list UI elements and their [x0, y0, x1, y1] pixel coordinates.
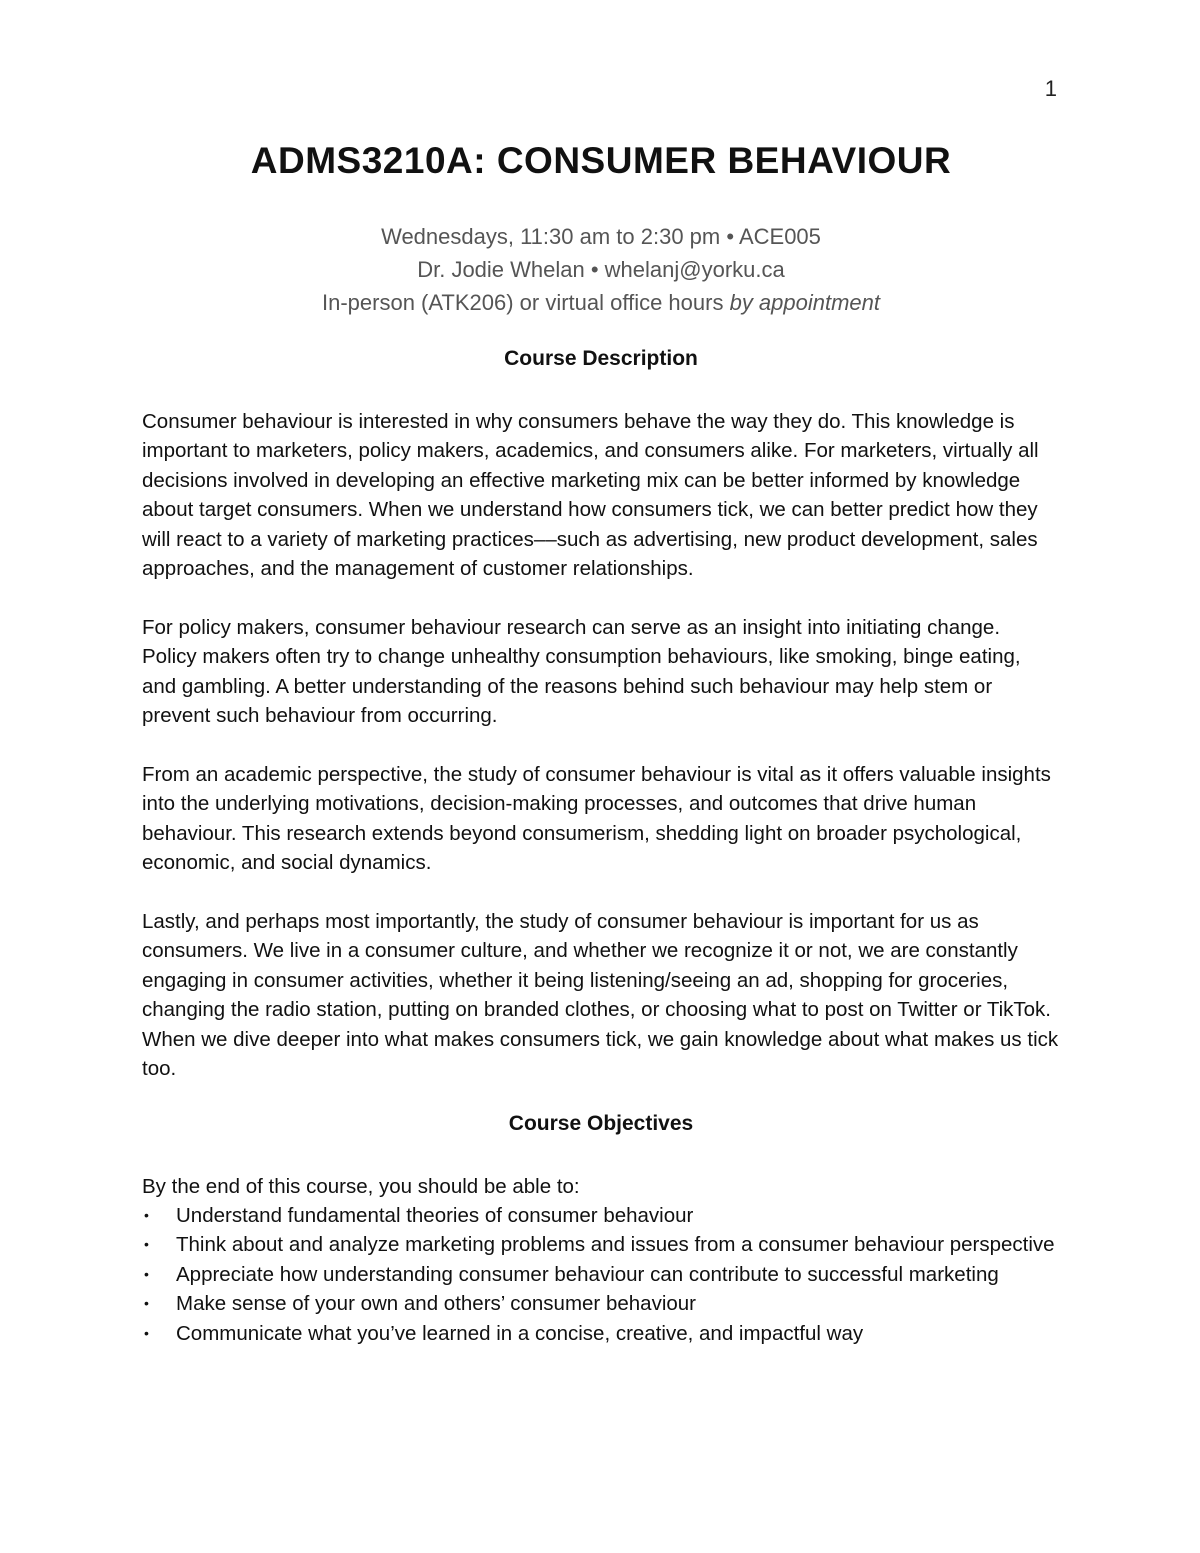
objectives-intro: By the end of this course, you should be able to: — [142, 1175, 580, 1198]
instructor-line: Dr. Jodie Whelan • whelanj@yorku.ca — [417, 257, 785, 282]
description-paragraph-1: Consumer behaviour is interested in why consumers behave the way they do. This knowledge is important to marketers, policy makers, academics, and consumers alike. For marketers, virtually all decisions involved in developing an effective marketing mix can be better informed by knowledge about target consumers. When we understand how consumers tick, we can better predict how they will react to a variety of marketing practices––such as advertising, new product development, sales approaches, and the management of customer relationships. — [142, 410, 1039, 581]
description-paragraph-3: From an academic perspective, the study of consumer behaviour is vital as it offers valuable insights into the underlying motivations, decision-making processes, and outcomes that drive human behaviour. This research extends beyond consumerism, shedding light on broader psychological, economic, and social dynamics. — [142, 763, 1051, 875]
description-paragraph-2: For policy makers, consumer behaviour research can serve as an insight into initiating change. Policy makers often try to change unhealthy consumption behaviours, like smoking, binge eating, and gambling. A better understanding of the reasons behind such behaviour may help stem or prevent such behaviour from occurring. — [142, 616, 1021, 728]
objective-text: Communicate what you’ve learned in a concise, creative, and impactful way — [176, 1321, 864, 1345]
course-objectives-heading: Course Objectives — [508, 1112, 694, 1135]
bullet-icon: • — [144, 1236, 149, 1253]
course-title: ADMS3210A: CONSUMER BEHAVIOUR — [250, 140, 952, 181]
bullet-icon: • — [144, 1207, 149, 1223]
office-hours-text: In-person (ATK206) or virtual office hours — [321, 290, 730, 315]
course-meta — [142, 220, 1060, 319]
objectives-list — [142, 1201, 1060, 1348]
bullet-icon: • — [144, 1295, 149, 1312]
bullet-icon: • — [144, 1324, 149, 1341]
list-item — [142, 1201, 1060, 1230]
bullet-icon: • — [144, 1265, 149, 1282]
page-number: 1 — [1044, 76, 1057, 101]
objective-text: Understand fundamental theories of consumer behaviour — [176, 1204, 694, 1227]
schedule-line: Wednesdays, 11:30 am to 2:30 pm • ACE005 — [381, 224, 821, 249]
office-hours-emphasis: by appointment — [729, 290, 881, 315]
list-item — [142, 1289, 1060, 1318]
list-item — [142, 1260, 1060, 1289]
list-item — [142, 1319, 1060, 1348]
objective-text: Appreciate how understanding consumer behaviour can contribute to successful marketing — [176, 1262, 999, 1286]
objective-text: Think about and analyze marketing problems and issues from a consumer behaviour perspective — [176, 1233, 1055, 1257]
objective-text: Make sense of your own and others’ consumer behaviour — [176, 1292, 696, 1316]
office-hours-line — [142, 286, 1060, 319]
description-paragraph-4: Lastly, and perhaps most importantly, the study of consumer behaviour is important for us as consumers. We live in a consumer culture, and whether we recognize it or not, we are constantly engaging in consumer activities, whether it being listening/seeing an ad, shopping for groceries, changing the radio station, putting on branded clothes, or choosing what to post on Twitter or TikTok. When we dive deeper into what makes consumers tick, we gain knowledge about what makes us tick too. — [142, 910, 1059, 1081]
list-item — [142, 1230, 1060, 1259]
course-description-heading: Course Description — [504, 347, 698, 370]
